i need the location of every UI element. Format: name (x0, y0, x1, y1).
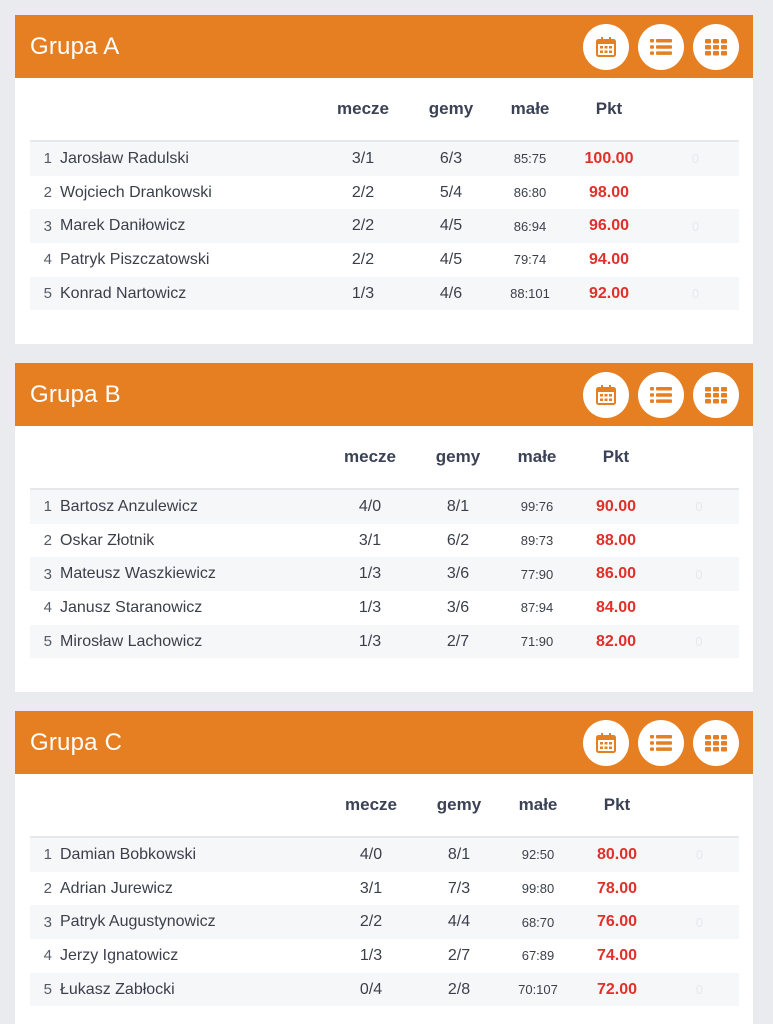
table-row (30, 973, 739, 1007)
gemy-value: 4/4 (416, 905, 502, 939)
extra-value (652, 243, 739, 277)
table-header-row (30, 78, 739, 141)
group-title: Grupa A (30, 32, 120, 60)
mecze-value: 3/1 (359, 879, 383, 897)
group-card-b (15, 363, 753, 692)
gemy-value: 2/8 (416, 973, 502, 1007)
extra-value: 0 (660, 837, 739, 872)
extra-value: 0 (652, 209, 739, 243)
male-value: 77:90 (501, 557, 573, 591)
position: 4 (43, 599, 52, 617)
calendar-button[interactable] (583, 720, 629, 766)
grid-icon (705, 733, 727, 753)
col-mecze: mecze (325, 426, 415, 489)
position: 1 (30, 489, 60, 524)
mecze-value: 1/3 (325, 557, 415, 591)
extra-value (660, 939, 739, 973)
group-title: Grupa B (30, 380, 121, 408)
calendar-icon (595, 732, 617, 754)
points-value: 78.00 (596, 879, 638, 897)
extra-value (660, 872, 739, 906)
gemy-value: 4/5 (439, 250, 463, 268)
grid-icon (705, 385, 727, 405)
position: 4 (43, 947, 52, 965)
position: 4 (43, 251, 52, 269)
gemy-value: 5/4 (439, 183, 463, 201)
mecze-value: 4/0 (326, 837, 416, 872)
position: 2 (43, 184, 52, 202)
points-value: 96.00 (566, 209, 652, 243)
gemy-value: 2/7 (447, 946, 471, 964)
extra-value: 0 (660, 905, 739, 939)
male-value: 88:101 (494, 277, 566, 311)
male-value: 87:94 (520, 600, 554, 616)
position: 5 (30, 277, 60, 311)
position: 2 (43, 532, 52, 550)
table-row (30, 277, 739, 311)
standings-table (30, 426, 739, 658)
extra-value: 0 (652, 141, 739, 176)
player-name[interactable]: Łukasz Zabłocki (60, 973, 326, 1007)
calendar-button[interactable] (583, 24, 629, 70)
male-value: 71:90 (501, 625, 573, 659)
points-value: 74.00 (596, 946, 638, 964)
gemy-value: 6/3 (408, 141, 494, 176)
position: 1 (30, 837, 60, 872)
player-name[interactable]: Adrian Jurewicz (60, 879, 173, 897)
player-name[interactable]: Jarosław Radulski (60, 141, 318, 176)
list-icon (650, 385, 672, 405)
col-male: małe (501, 426, 573, 489)
col-male: małe (494, 78, 566, 141)
gemy-value: 8/1 (415, 489, 501, 524)
points-value: 72.00 (574, 973, 660, 1007)
points-value: 88.00 (595, 531, 637, 549)
list-button[interactable] (638, 372, 684, 418)
mecze-value: 1/3 (358, 598, 382, 616)
gemy-value: 7/3 (447, 879, 471, 897)
list-button[interactable] (638, 24, 684, 70)
grid-button[interactable] (693, 24, 739, 70)
mecze-value: 2/2 (326, 905, 416, 939)
col-male: małe (502, 774, 574, 837)
extra-value (652, 176, 739, 210)
extra-value: 0 (659, 625, 739, 659)
player-name[interactable]: Bartosz Anzulewicz (60, 489, 325, 524)
player-name[interactable]: Mirosław Lachowicz (60, 625, 325, 659)
table-row (30, 939, 739, 973)
extra-value (659, 591, 739, 625)
col-gemy: gemy (415, 426, 501, 489)
table-header-row (30, 426, 739, 489)
points-value: 84.00 (595, 598, 637, 616)
position: 5 (30, 625, 60, 659)
male-value: 79:74 (513, 252, 547, 268)
player-name[interactable]: Patryk Augustynowicz (60, 905, 326, 939)
mecze-value: 3/1 (318, 141, 408, 176)
col-pkt: Pkt (573, 426, 659, 489)
extra-value (659, 524, 739, 558)
col-pkt: Pkt (566, 78, 652, 141)
points-value: 94.00 (588, 250, 630, 268)
gemy-value: 4/6 (408, 277, 494, 311)
mecze-value: 4/0 (325, 489, 415, 524)
grid-icon (705, 37, 727, 57)
points-value: 92.00 (566, 277, 652, 311)
standings-table (30, 78, 739, 310)
group-header (15, 711, 753, 774)
gemy-value: 2/7 (415, 625, 501, 659)
male-value: 99:80 (521, 881, 555, 897)
header-buttons (583, 372, 739, 418)
grid-button[interactable] (693, 720, 739, 766)
points-value: 86.00 (573, 557, 659, 591)
table-row (30, 837, 739, 872)
table-row (30, 557, 739, 591)
standings-table (30, 774, 739, 1006)
mecze-value: 2/2 (351, 183, 375, 201)
gemy-value: 8/1 (416, 837, 502, 872)
position: 5 (30, 973, 60, 1007)
player-name[interactable]: Oskar Złotnik (60, 531, 155, 549)
male-value: 86:94 (494, 209, 566, 243)
table-row (30, 489, 739, 524)
table-row (30, 141, 739, 176)
mecze-value: 2/2 (351, 250, 375, 268)
male-value: 99:76 (501, 489, 573, 524)
position: 3 (30, 557, 60, 591)
male-value: 92:50 (502, 837, 574, 872)
calendar-icon (595, 384, 617, 406)
player-name[interactable]: Damian Bobkowski (60, 837, 326, 872)
player-name[interactable]: Janusz Staranowicz (60, 598, 203, 616)
position: 2 (43, 880, 52, 898)
player-name[interactable]: Patryk Piszczatowski (60, 250, 210, 268)
grid-button[interactable] (693, 372, 739, 418)
col-gemy: gemy (416, 774, 502, 837)
col-mecze: mecze (326, 774, 416, 837)
points-value: 90.00 (573, 489, 659, 524)
male-value: 89:73 (520, 533, 554, 549)
extra-value: 0 (659, 557, 739, 591)
col-pkt: Pkt (574, 774, 660, 837)
player-name[interactable]: Jerzy Ignatowicz (60, 946, 179, 964)
table-row (30, 176, 739, 210)
player-name[interactable]: Marek Daniłowicz (60, 209, 318, 243)
list-icon (650, 733, 672, 753)
mecze-value: 1/3 (325, 625, 415, 659)
header-buttons (583, 720, 739, 766)
position: 3 (30, 905, 60, 939)
points-value: 100.00 (566, 141, 652, 176)
table-row (30, 209, 739, 243)
player-name[interactable]: Konrad Nartowicz (60, 277, 318, 311)
extra-value: 0 (652, 277, 739, 311)
gemy-value: 4/5 (408, 209, 494, 243)
extra-value: 0 (660, 973, 739, 1007)
mecze-value: 2/2 (318, 209, 408, 243)
mecze-value: 3/1 (358, 531, 382, 549)
gemy-value: 6/2 (446, 531, 470, 549)
group-header (15, 15, 753, 78)
table-row (30, 872, 739, 906)
group-header (15, 363, 753, 426)
points-value: 80.00 (574, 837, 660, 872)
mecze-value: 0/4 (326, 973, 416, 1007)
group-card-a (15, 15, 753, 344)
male-value: 70:107 (502, 973, 574, 1007)
points-value: 82.00 (573, 625, 659, 659)
male-value: 86:80 (513, 185, 547, 201)
header-buttons (583, 24, 739, 70)
gemy-value: 3/6 (415, 557, 501, 591)
player-name[interactable]: Mateusz Waszkiewicz (60, 557, 325, 591)
table-row (30, 524, 739, 558)
male-value: 68:70 (502, 905, 574, 939)
gemy-value: 3/6 (446, 598, 470, 616)
male-value: 67:89 (521, 948, 555, 964)
position: 1 (30, 141, 60, 176)
player-name[interactable]: Wojciech Drankowski (60, 183, 212, 201)
points-value: 76.00 (574, 905, 660, 939)
table-row (30, 625, 739, 659)
extra-value: 0 (659, 489, 739, 524)
calendar-icon (595, 36, 617, 58)
table-header-row (30, 774, 739, 837)
table-row (30, 243, 739, 277)
group-card-c (15, 711, 753, 1024)
table-row (30, 591, 739, 625)
group-title: Grupa C (30, 728, 123, 756)
col-mecze: mecze (318, 78, 408, 141)
list-button[interactable] (638, 720, 684, 766)
mecze-value: 1/3 (359, 946, 383, 964)
list-icon (650, 37, 672, 57)
col-gemy: gemy (408, 78, 494, 141)
male-value: 85:75 (494, 141, 566, 176)
mecze-value: 1/3 (318, 277, 408, 311)
position: 3 (30, 209, 60, 243)
points-value: 98.00 (588, 183, 630, 201)
table-row (30, 905, 739, 939)
calendar-button[interactable] (583, 372, 629, 418)
